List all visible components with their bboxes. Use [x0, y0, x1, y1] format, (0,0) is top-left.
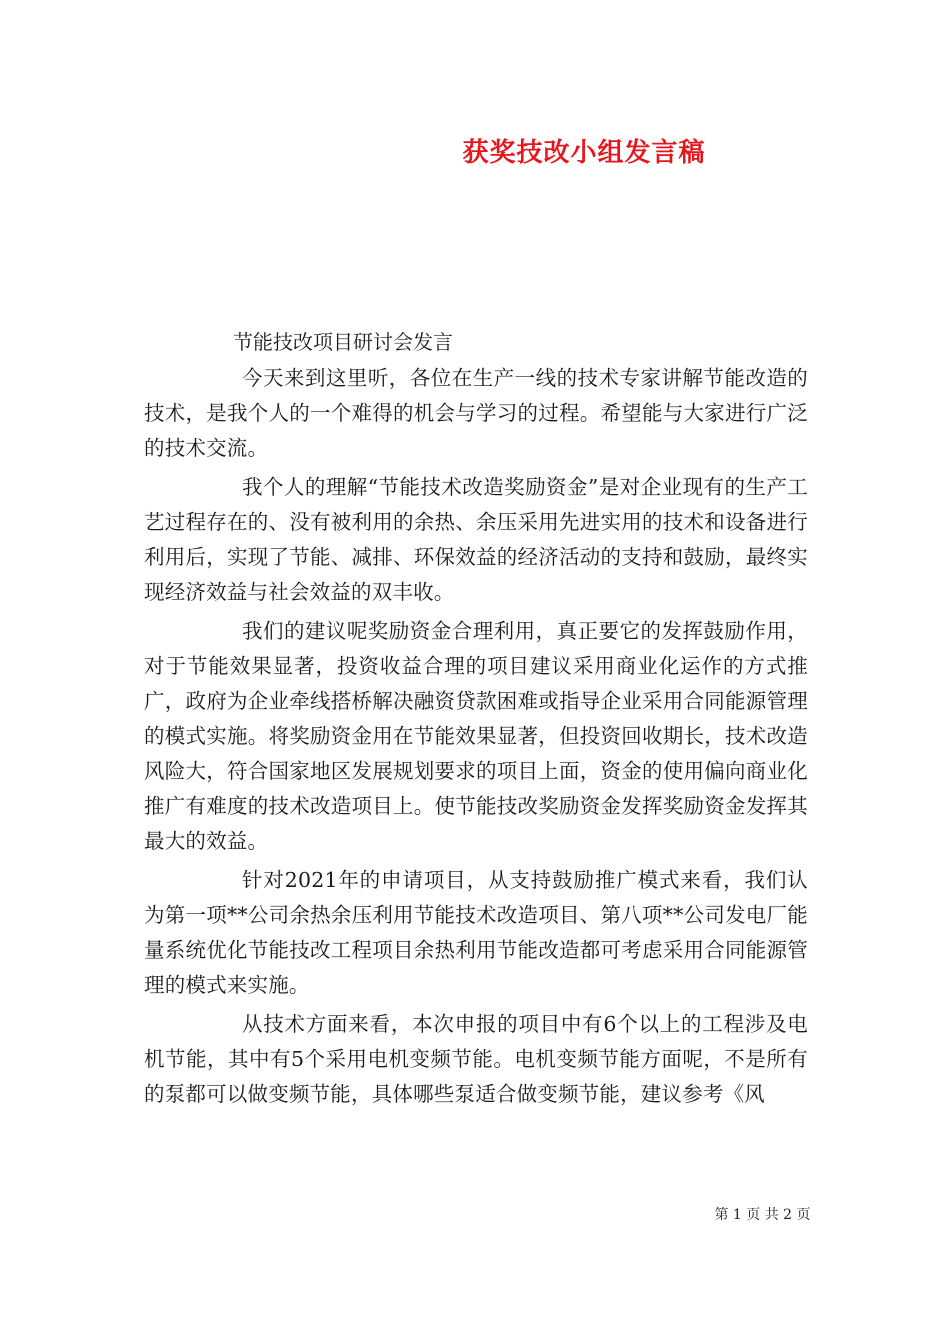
document-title: 获奖技改小组发言稿: [462, 138, 706, 168]
paragraph-5: 从技术方面来看，本次申报的项目中有6个以上的工程涉及电机节能，其中有5个采用电机变频节能。电机变频节能方面呢，不是所有的泵都可以做变频节能，具体哪些泵适合做变频节能，建议参考《风: [144, 1012, 808, 1106]
document-body: [144, 361, 808, 1112]
document-subtitle: 节能技改项目研讨会发言: [233, 330, 453, 354]
paragraph-2: 我个人的理解“节能技术改造奖励资金”是对企业现有的生产工艺过程存在的、没有被利用的余热、余压采用先进实用的技术和设备进行利用后，实现了节能、减排、环保效益的经济活动的支持和鼓励，最终实现经济效益与社会效益的双丰收。: [144, 475, 808, 604]
paragraph-3: 我们的建议呢奖励资金合理利用，真正要它的发挥鼓励作用，对于节能效果显著，投资收益合理的项目建议采用商业化运作的方式推广，政府为企业牵线搭桥解决融资贷款困难或指导企业采用合同能源管理的模式实施。将奖励资金用在节能效果显著，但投资回收期长，技术改造风险大，符合国家地区发展规划要求的项目上面，资金的使用偏向商业化推广有难度的技术改造项目上。使节能技改奖励资金发挥奖励资金发挥其最大的效益。: [144, 619, 808, 853]
paragraph-4: 针对2021年的申请项目，从支持鼓励推广模式来看，我们认为第一项**公司余热余压利用节能技术改造项目、第八项**公司发电厂能量系统优化节能技改工程项目余热利用节能改造都可考虑采用合同能源管理的模式来实施。: [144, 868, 808, 997]
page-footer: 第 1 页 共 2 页: [714, 1207, 811, 1223]
paragraph-1: 今天来到这里听，各位在生产一线的技术专家讲解节能改造的技术，是我个人的一个难得的机会与学习的过程。希望能与大家进行广泛的技术交流。: [144, 366, 808, 460]
